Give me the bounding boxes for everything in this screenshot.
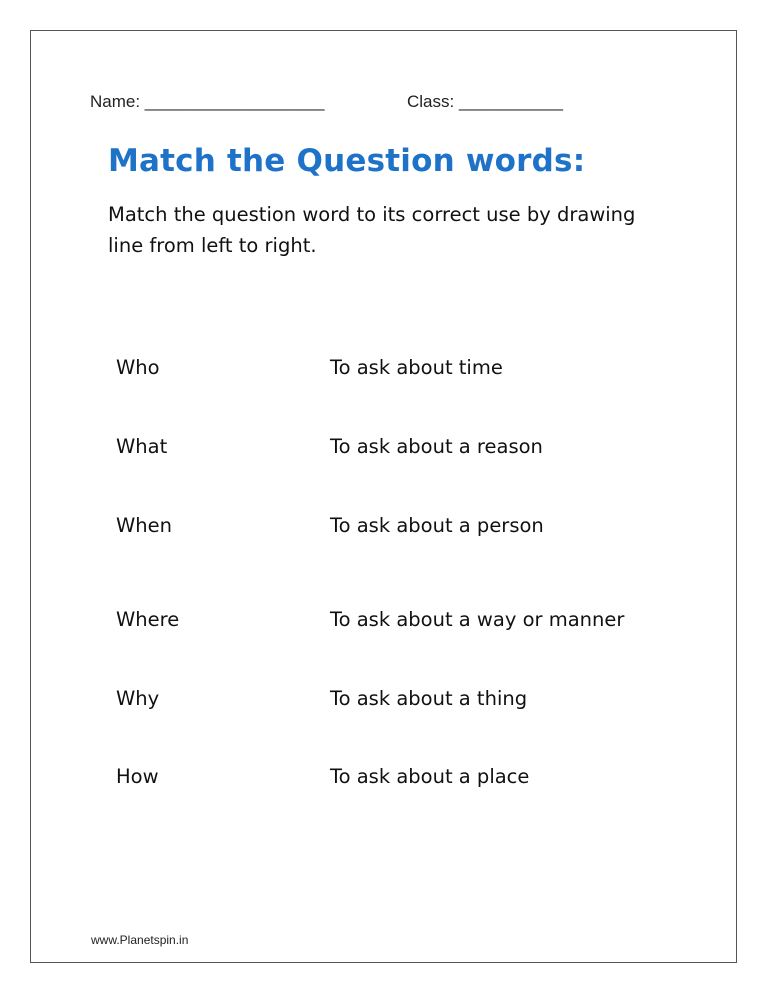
- question-use: To ask about a person: [330, 514, 544, 537]
- match-row: [0, 687, 768, 717]
- question-use: To ask about a place: [330, 765, 530, 788]
- footer-url: www.Planetspin.in: [91, 933, 189, 947]
- question-word: How: [116, 765, 159, 788]
- instructions-text: Match the question word to its correct use by drawing line from left to right.: [108, 203, 636, 257]
- match-row: [0, 608, 768, 638]
- question-word: Why: [116, 687, 160, 710]
- question-use: To ask about a reason: [330, 435, 543, 458]
- question-use: To ask about time: [330, 356, 503, 379]
- question-word: Who: [116, 356, 160, 379]
- question-word: What: [116, 435, 168, 458]
- name-field: Name: ___________________: [90, 92, 325, 111]
- question-use: To ask about a thing: [330, 687, 528, 710]
- match-row: [0, 514, 768, 544]
- class-field: Class: ___________: [407, 92, 563, 111]
- match-row: [0, 435, 768, 465]
- question-word: When: [116, 514, 172, 537]
- match-row: [0, 765, 768, 795]
- match-row: [0, 356, 768, 386]
- question-word: Where: [116, 608, 180, 631]
- question-use: To ask about a way or manner: [330, 608, 625, 631]
- worksheet-title: Match the Question words:: [108, 143, 586, 179]
